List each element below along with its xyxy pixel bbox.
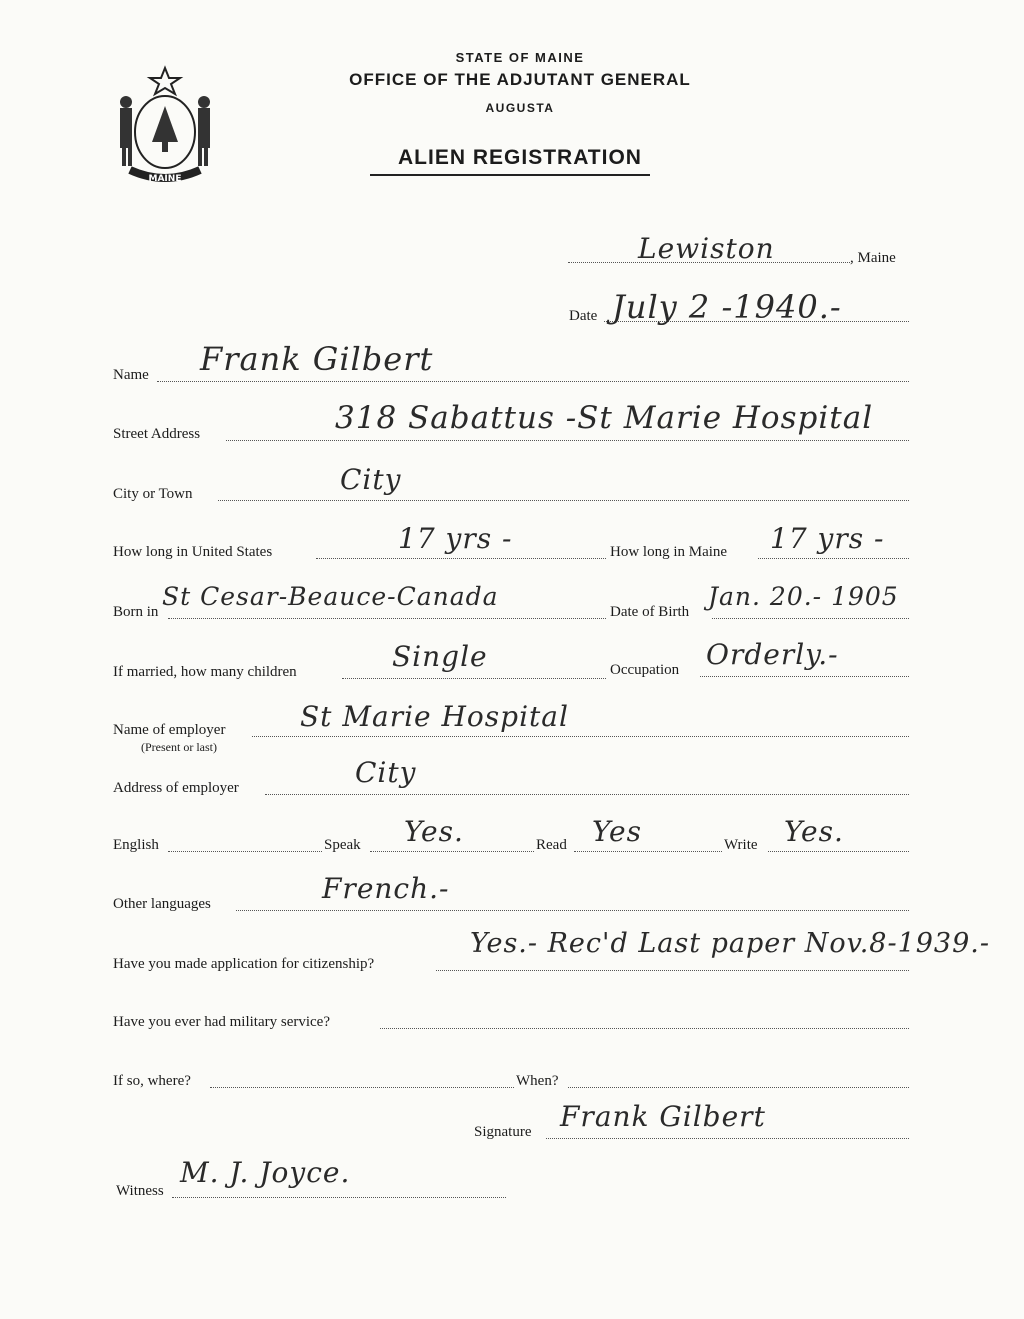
read-label: Read	[536, 837, 567, 853]
citizenship-line	[436, 970, 909, 971]
when-line	[568, 1087, 909, 1088]
if-so-where-line	[210, 1087, 514, 1088]
speak-label: Speak	[324, 837, 361, 853]
seal-ribbon-text: MAINE	[148, 174, 182, 184]
date-of-birth-line	[712, 618, 909, 619]
street-address-value: 318 Sabattus -St Marie Hospital	[335, 400, 874, 436]
name-line	[157, 381, 909, 382]
when-label: When?	[516, 1073, 559, 1089]
name-value: Frank Gilbert	[200, 340, 434, 378]
witness-value: M. J. Joyce.	[180, 1156, 351, 1189]
how-long-maine-label: How long in Maine	[610, 544, 728, 560]
employer-address-line	[265, 794, 909, 795]
english-label: English	[113, 837, 159, 853]
other-languages-line	[236, 910, 909, 911]
date-value: July 2 -1940.-	[612, 288, 842, 326]
married-children-value: Single	[392, 640, 488, 673]
name-label: Name	[113, 367, 149, 383]
speak-value: Yes.	[404, 815, 464, 848]
citizenship-label: Have you made application for citizenship?	[113, 956, 375, 972]
employer-address-label: Address of employer	[113, 780, 239, 796]
date-of-birth-value: Jan. 20.- 1905	[708, 582, 899, 611]
other-languages-value: French.-	[322, 872, 450, 905]
signature-value: Frank Gilbert	[560, 1100, 766, 1133]
street-address-label: Street Address	[113, 426, 201, 442]
city-town-value: City	[340, 463, 402, 496]
how-long-maine-line	[758, 558, 909, 559]
read-line	[574, 851, 722, 852]
street-address-line	[226, 440, 909, 441]
title-underline	[370, 174, 650, 176]
english-line	[168, 851, 322, 852]
write-line	[768, 851, 909, 852]
date-label: Date	[569, 308, 598, 324]
witness-line	[172, 1197, 506, 1198]
signature-line	[546, 1138, 909, 1139]
born-in-label: Born in	[113, 604, 159, 620]
occupation-line	[700, 676, 909, 677]
employer-label: Name of employer	[113, 722, 226, 738]
date-of-birth-label: Date of Birth	[610, 604, 690, 620]
city-town-line	[218, 500, 909, 501]
employer-value: St Marie Hospital	[300, 700, 569, 733]
born-in-value: St Cesar-Beauce-Canada	[162, 582, 499, 611]
occupation-label: Occupation	[610, 662, 680, 678]
how-long-us-value: 17 yrs -	[398, 522, 513, 555]
read-value: Yes	[592, 815, 642, 848]
military-line	[380, 1028, 909, 1029]
employer-address-value: City	[355, 756, 417, 789]
employer-line	[252, 736, 909, 737]
signature-label: Signature	[474, 1124, 532, 1140]
employer-note: (Present or last)	[141, 740, 217, 754]
military-label: Have you ever had military service?	[113, 1014, 330, 1030]
form-title: ALIEN REGISTRATION	[398, 146, 642, 169]
write-value: Yes.	[784, 815, 844, 848]
witness-label: Witness	[116, 1183, 164, 1199]
write-label: Write	[724, 837, 758, 853]
city-value: Lewiston	[638, 232, 775, 265]
how-long-us-label: How long in United States	[113, 544, 273, 560]
state-heading: STATE OF MAINE	[455, 50, 585, 65]
occupation-value: Orderly.-	[706, 638, 839, 671]
if-so-where-label: If so, where?	[113, 1073, 191, 1089]
married-children-label: If married, how many children	[113, 664, 297, 680]
city-town-label: City or Town	[113, 486, 193, 502]
city-heading: AUGUSTA	[485, 101, 555, 115]
speak-line	[370, 851, 534, 852]
other-languages-label: Other languages	[113, 896, 211, 912]
citizenship-value: Yes.- Rec'd Last paper Nov.8-1939.-	[470, 928, 990, 959]
born-in-line	[168, 618, 606, 619]
how-long-us-line	[316, 558, 606, 559]
office-heading: OFFICE OF THE ADJUTANT GENERAL	[349, 70, 691, 89]
maine-label: , Maine	[850, 250, 896, 266]
married-children-line	[342, 678, 606, 679]
how-long-maine-value: 17 yrs -	[770, 522, 885, 555]
